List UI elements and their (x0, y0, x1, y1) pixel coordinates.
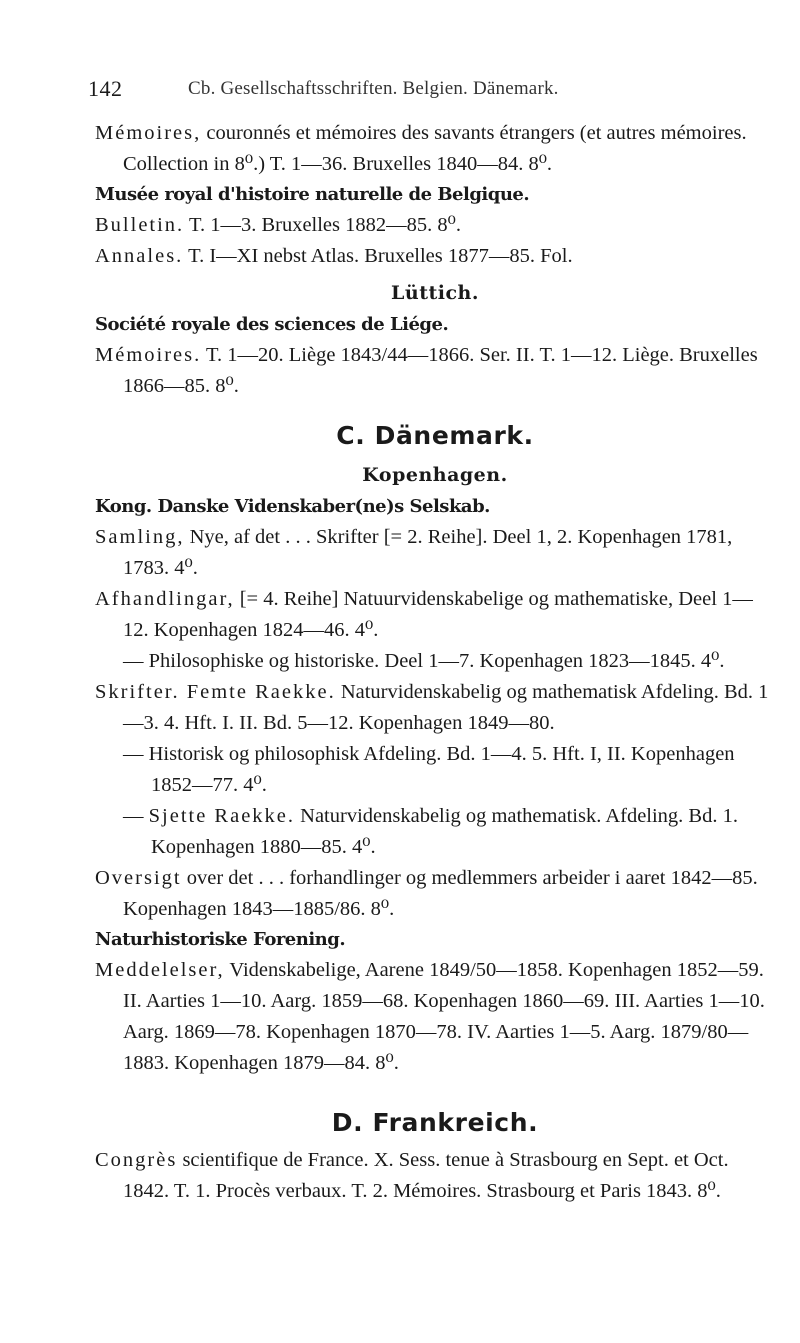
entry-title: Bulletin. (95, 214, 185, 236)
entry-afhandlingar (95, 584, 775, 646)
entry-text: T. 1—20. Liège 1843/44—1866. Ser. II. T. 1—12. Liège. Bruxelles 1866—85. 8⁰. (123, 344, 758, 397)
entry-title: Afhandlingar, (95, 588, 235, 610)
entry-bulletin (95, 210, 775, 241)
entry-text: Videnskabelige, Aarene 1849/50—1858. Kopenhagen 1852—59. II. Aarties 1—10. Aarg. 1859—68. Kopenhagen 1860—69. III. Aarties 1—10. Aarg. 1869—78. Kopenhagen 1870—78. IV. Aarties 1—5. Aarg. 1879/80—1883. Kopenhagen 1879—84. 8⁰. (123, 959, 765, 1074)
entry-oversigt (95, 863, 775, 925)
institution-videnskabernes-selskab: Kong. Danske Videnskaber(ne)s Selskab. (95, 496, 490, 517)
entry-title: Mémoires. (95, 344, 202, 366)
section-heading-frankreich: D. Frankreich. (331, 1108, 539, 1137)
entry-annales (95, 241, 775, 272)
entry-dash: — (123, 805, 149, 827)
entry-title: Annales. (95, 245, 184, 267)
institution-musee: Musée royal d'histoire naturelle de Belgique. (95, 184, 530, 205)
entry-text: [= 4. Reihe] Natuurvidenskabelige og mathematiske, Deel 1—12. Kopenhagen 1824—46. 4⁰. (123, 588, 753, 641)
page-header (88, 76, 778, 104)
institution-naturhistoriske-forening: Naturhistoriske Forening. (95, 929, 346, 950)
entry-title: Sjette Raekke. (148, 805, 296, 827)
entry-title: Mémoires, (95, 122, 202, 144)
entry-meddelelser (95, 955, 775, 1079)
entry-historisk: — Historisk og philosophisk Afdeling. Bd. 1—4. 5. Hft. I, II. Kopenhagen 1852—77. 4⁰. (123, 743, 735, 796)
city-heading-luettich: Lüttich. (391, 282, 479, 304)
entry-text: scientifique de France. X. Sess. tenue à Strasbourg en Sept. et Oct. 1842. T. 1. Procès verbaux. T. 2. Mémoires. Strasbourg et Paris 1843. 8⁰. (123, 1149, 729, 1202)
entry-text: Naturvidenskabelig og mathematisk Afdeling. Bd. 1—3. 4. Hft. I. II. Bd. 5—12. Kopenhagen 1849—80. (123, 681, 769, 734)
entry-memoires-liege (95, 340, 775, 402)
page-number: 142 (88, 76, 123, 101)
entry-congres (95, 1145, 775, 1207)
entry-samling (95, 522, 775, 584)
page-body (95, 118, 775, 1207)
section-heading-daenemark: C. Dänemark. (336, 421, 534, 450)
entry-memoires-savants (95, 118, 775, 180)
entry-text: couronnés et mémoires des savants étrangers (et autres mémoires. Collection in 8⁰.) T. 1—36. Bruxelles 1840—84. 8⁰. (123, 122, 747, 175)
entry-text: over det . . . forhandlinger og medlemmers arbeider i aaret 1842—85. Kopenhagen 1843—1885/86. 8⁰. (123, 867, 758, 920)
institution-societe-liege: Société royale des sciences de Liége. (95, 314, 449, 335)
entry-philosophiske: — Philosophiske og historiske. Deel 1—7. Kopenhagen 1823—1845. 4⁰. (123, 650, 725, 672)
city-heading-kopenhagen: Kopenhagen. (362, 464, 508, 486)
running-title: Cb. Gesellschaftsschriften. Belgien. Dänemark. (188, 78, 559, 99)
entry-text: T. 1—3. Bruxelles 1882—85. 8⁰. (184, 214, 461, 236)
entry-sjette-raekke (95, 801, 775, 863)
entry-text: Naturvidenskabelig og mathematisk. Afdeling. Bd. 1. Kopenhagen 1880—85. 4⁰. (151, 805, 738, 858)
entry-text: Nye, af det . . . Skrifter [= 2. Reihe]. Deel 1, 2. Kopenhagen 1781, 1783. 4⁰. (123, 526, 733, 579)
entry-title: Congrès (95, 1149, 178, 1171)
entry-title: Meddelelser, (95, 959, 225, 981)
entry-title: Samling, (95, 526, 185, 548)
entry-title: Skrifter. Femte Raekke. (95, 681, 336, 703)
entry-title: Oversigt (95, 867, 182, 889)
entry-text: T. I—XI nebst Atlas. Bruxelles 1877—85. Fol. (183, 245, 573, 267)
entry-skrifter (95, 677, 775, 739)
